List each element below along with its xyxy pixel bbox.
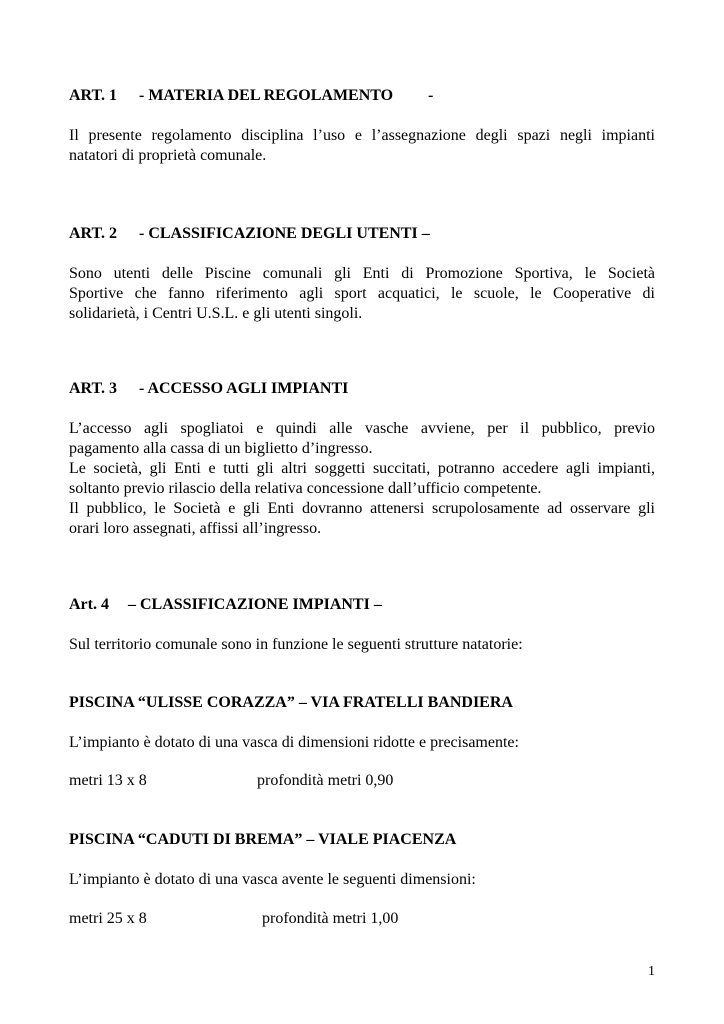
art2-number: ART. 2 — [69, 225, 118, 242]
art4-line-1: Sul territorio comunale sono in funzione le seguenti strutture natatorie: — [69, 636, 523, 653]
art4-title: – CLASSIFICAZIONE IMPIANTI – — [128, 596, 382, 613]
pool1-title: PISCINA “ULISSE CORAZZA” – VIA FRATELLI BANDIERA — [69, 694, 513, 711]
art2-line-1: Sono utenti delle Piscine comunali gli Enti di Promozione Sportiva, le Società — [69, 265, 655, 282]
art2-heading — [69, 225, 430, 243]
art3-line-1: L’accesso agli spogliatoi e quindi alle vasche avviene, per il pubblico, previo — [69, 420, 655, 437]
art3-body — [69, 419, 655, 539]
pool2-description: L’impianto è dotato di una vasca avente le seguenti dimensioni: — [69, 871, 476, 888]
art3-line-6: orari loro assegnati, affissi all’ingresso. — [69, 520, 322, 537]
art1-tail: - — [428, 87, 434, 104]
art1-line-2: natatori di proprietà comunale. — [69, 147, 267, 164]
pool1-description: L’impianto è dotato di una vasca di dimensioni ridotte e precisamente: — [69, 734, 519, 751]
art3-line-2: pagamento alla cassa di un biglietto d’ingresso. — [69, 440, 373, 457]
art1-heading — [69, 87, 434, 105]
art2-title: - CLASSIFICAZIONE DEGLI UTENTI – — [139, 225, 430, 242]
art3-title: - ACCESSO AGLI IMPIANTI — [139, 380, 349, 397]
art1-number: ART. 1 — [69, 87, 118, 104]
art4-number: Art. 4 — [69, 596, 109, 613]
art2-line-3: solidarietà, i Centri U.S.L. e gli utenti singoli. — [69, 305, 363, 322]
pool1-depth: profondità metri 0,90 — [257, 772, 394, 789]
art2-body — [69, 264, 655, 324]
art3-line-4: soltanto previo rilascio della relativa concessione dall’ufficio competente. — [69, 480, 542, 497]
art3-line-3: Le società, gli Enti e tutti gli altri soggetti succitati, potranno accedere agli impianti, — [69, 460, 655, 477]
pool2-size: metri 25 x 8 — [69, 910, 147, 927]
art3-heading — [69, 380, 349, 398]
art3-line-5: Il pubblico, le Società e gli Enti dovranno attenersi scrupolosamente ad osservare gli — [69, 500, 655, 517]
pool2-depth: profondità metri 1,00 — [262, 910, 399, 927]
art4-heading — [69, 596, 382, 614]
art4-body — [69, 635, 655, 655]
pool1-size: metri 13 x 8 — [69, 772, 147, 789]
page-number: 1 — [648, 964, 655, 979]
art1-line-1: Il presente regolamento disciplina l’uso e l’assegnazione degli spazi negli impianti — [69, 127, 655, 144]
pool2-title: PISCINA “CADUTI DI BREMA” – VIALE PIACENZA — [69, 831, 457, 848]
art1-body — [69, 126, 655, 166]
art1-title: - MATERIA DEL REGOLAMENTO — [139, 87, 394, 104]
art3-number: ART. 3 — [69, 380, 118, 397]
art2-line-2: Sportive che fanno riferimento agli sport acquatici, le scuole, le Cooperative di — [69, 285, 655, 302]
